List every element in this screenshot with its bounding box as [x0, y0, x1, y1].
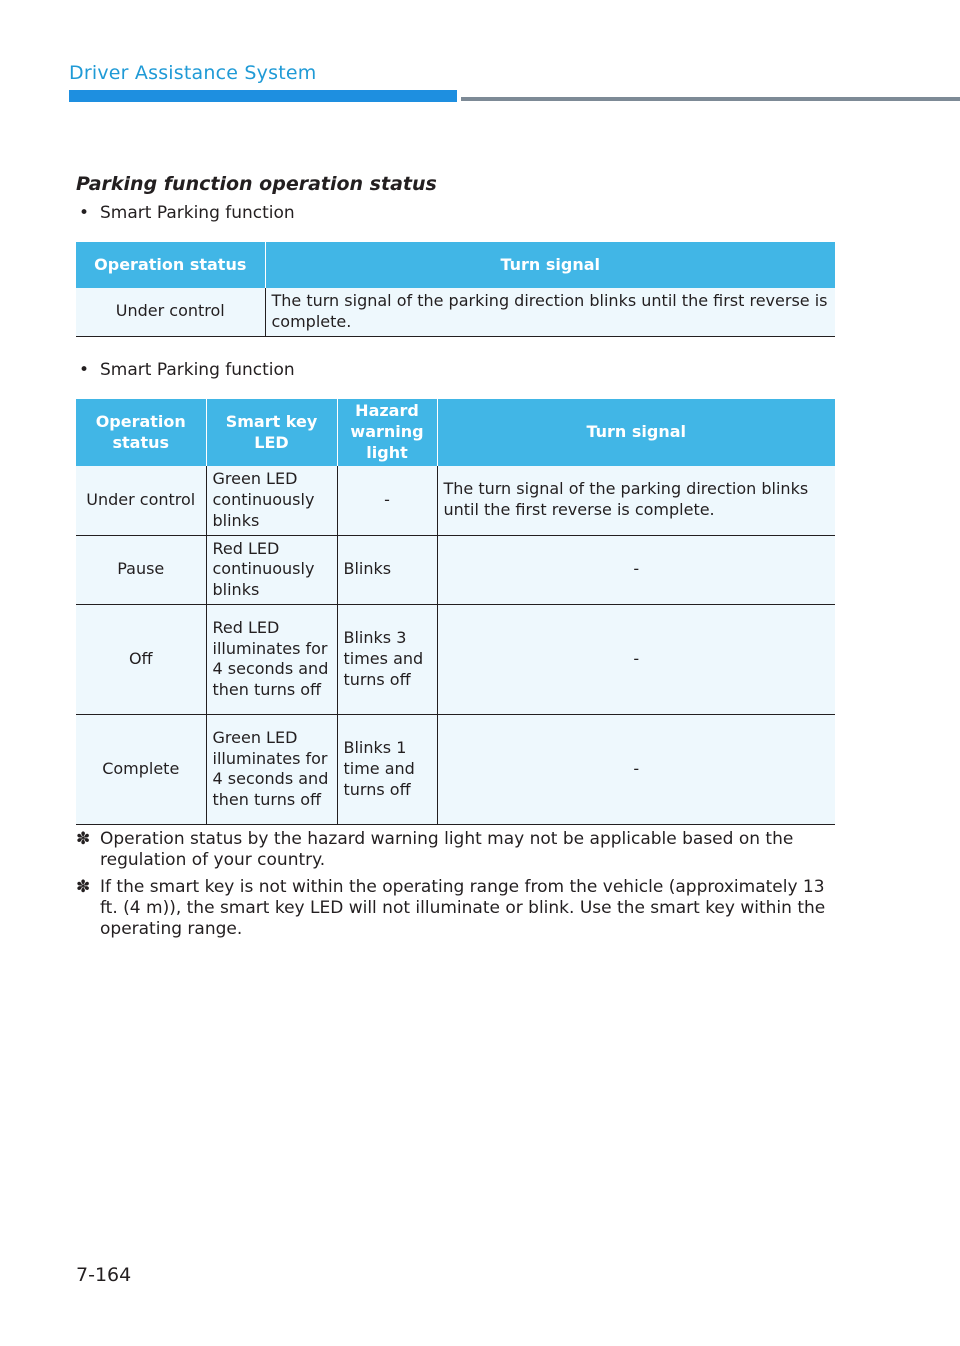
table-cell: Red LED illuminates for 4 seconds and then turns off	[206, 604, 337, 714]
bullet-item	[79, 203, 295, 223]
table-cell: Green LED illuminates for 4 seconds and then turns off	[206, 714, 337, 824]
footnote	[76, 829, 836, 871]
table-cell: Under control	[76, 288, 265, 336]
bullet-dot-icon: •	[79, 203, 90, 223]
header-rule	[461, 97, 960, 101]
table-cell: -	[437, 604, 835, 714]
table-smart-parking-status	[76, 399, 835, 825]
column-header: Smart key LED	[206, 399, 337, 466]
footnote-text: Operation status by the hazard warning light may not be applicable based on the regulation of your country.	[100, 829, 794, 870]
table-header-row	[76, 242, 835, 288]
table-row	[76, 288, 835, 336]
table-row	[76, 604, 835, 714]
table-cell: Pause	[76, 535, 206, 604]
page-number: 7-164	[76, 1264, 132, 1286]
table-cell: Blinks 1 time and turns off	[337, 714, 437, 824]
asterisk-icon: ✽	[76, 877, 91, 897]
bullet-item	[79, 360, 295, 380]
table-cell: Blinks	[337, 535, 437, 604]
footnote	[76, 877, 836, 940]
table-cell: The turn signal of the parking direction blinks until the first reverse is complete.	[437, 466, 835, 535]
column-header: Operation status	[76, 242, 265, 288]
column-header: Hazard warning light	[337, 399, 437, 466]
table-cell: Blinks 3 times and turns off	[337, 604, 437, 714]
table-cell: Under control	[76, 466, 206, 535]
table-header-row	[76, 399, 835, 466]
table-cell: -	[437, 714, 835, 824]
table-cell: Complete	[76, 714, 206, 824]
bullet-dot-icon: •	[79, 360, 90, 380]
table-row	[76, 535, 835, 604]
column-header: Turn signal	[437, 399, 835, 466]
header-accent-bar	[69, 90, 457, 102]
bullet-text: Smart Parking function	[100, 203, 295, 223]
column-header: Operation status	[76, 399, 206, 466]
table-cell: Red LED continuously blinks	[206, 535, 337, 604]
table-cell: -	[337, 466, 437, 535]
section-title: Parking function operation status	[76, 173, 437, 195]
bullet-text: Smart Parking function	[100, 360, 295, 380]
table-row	[76, 466, 835, 535]
table-cell: The turn signal of the parking direction blinks until the first reverse is complete.	[265, 288, 835, 336]
table-row	[76, 714, 835, 824]
footnote-text: If the smart key is not within the operating range from the vehicle (approximately 13 ft. (4 m)), the smart key LED will not illuminate or blink. Use the smart key within the operating range.	[100, 877, 826, 939]
column-header: Turn signal	[265, 242, 835, 288]
table-cell: Green LED continuously blinks	[206, 466, 337, 535]
table-cell: Off	[76, 604, 206, 714]
asterisk-icon: ✽	[76, 829, 91, 849]
table-cell: -	[437, 535, 835, 604]
table-smart-parking-basic	[76, 242, 835, 337]
header-title: Driver Assistance System	[69, 62, 317, 84]
